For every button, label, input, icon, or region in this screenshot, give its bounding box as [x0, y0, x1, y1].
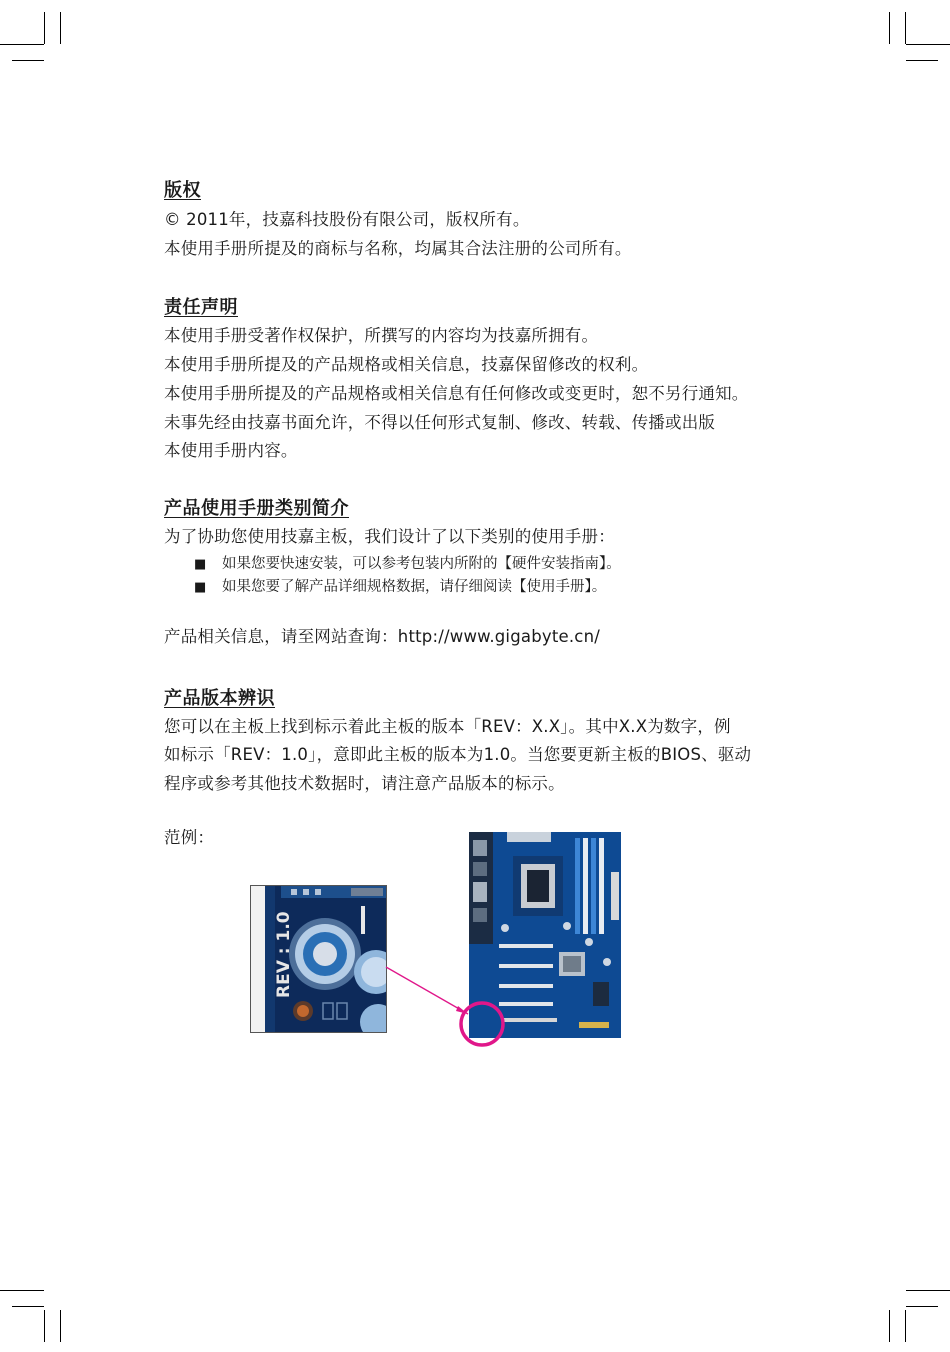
- website-line: 产品相关信息，请至网站查询：http://www.gigabyte.cn/: [164, 627, 600, 646]
- disclaimer-line: 本使用手册内容。: [164, 441, 298, 460]
- disclaimer-line: 本使用手册所提及的产品规格或相关信息，技嘉保留修改的权利。: [164, 355, 649, 374]
- square-bullet-icon: ■: [194, 557, 207, 572]
- disclaimer-heading: 责任声明: [164, 297, 238, 318]
- manual-types-intro: 为了协助您使用技嘉主板，我们设计了以下类别的使用手册：: [164, 527, 615, 546]
- highlight-circle: [457, 1000, 509, 1052]
- manual-types-heading: 产品使用手册类别简介: [164, 498, 349, 519]
- disclaimer-line: 未事先经由技嘉书面允许，不得以任何形式复制、修改、转载、传播或出版: [164, 413, 716, 432]
- list-item-text: 如果您要快速安装，可以参考包装内所附的【硬件安装指南】。: [222, 556, 621, 572]
- revision-line: 程序或参考其他技术数据时，请注意产品版本的标示。: [164, 774, 565, 793]
- example-label: 范例：: [164, 828, 215, 847]
- revision-line: 您可以在主板上找到标示着此主板的版本「REV：X.X」。其中X.X为数字，例: [164, 717, 731, 736]
- copyright-line-1: © 2011年，技嘉科技股份有限公司，版权所有。: [164, 210, 530, 229]
- disclaimer-line: 本使用手册所提及的产品规格或相关信息有任何修改或变更时，恕不另行通知。: [164, 384, 749, 403]
- revision-line: 如标示「REV：1.0」，意即此主板的版本为1.0。当您要更新主板的BIOS、驱动: [164, 745, 752, 764]
- revision-heading: 产品版本辨识: [164, 688, 275, 709]
- square-bullet-icon: ■: [194, 580, 207, 595]
- rev-label-text: REV : 1.0: [274, 911, 294, 998]
- disclaimer-line: 本使用手册受著作权保护，所撰写的内容均为技嘉所拥有。: [164, 326, 599, 345]
- list-item-text: 如果您要了解产品详细规格数据，请仔细阅读【使用手册】。: [222, 579, 607, 595]
- copyright-line-2: 本使用手册所提及的商标与名称，均属其合法注册的公司所有。: [164, 239, 632, 258]
- copyright-heading: 版权: [164, 180, 201, 201]
